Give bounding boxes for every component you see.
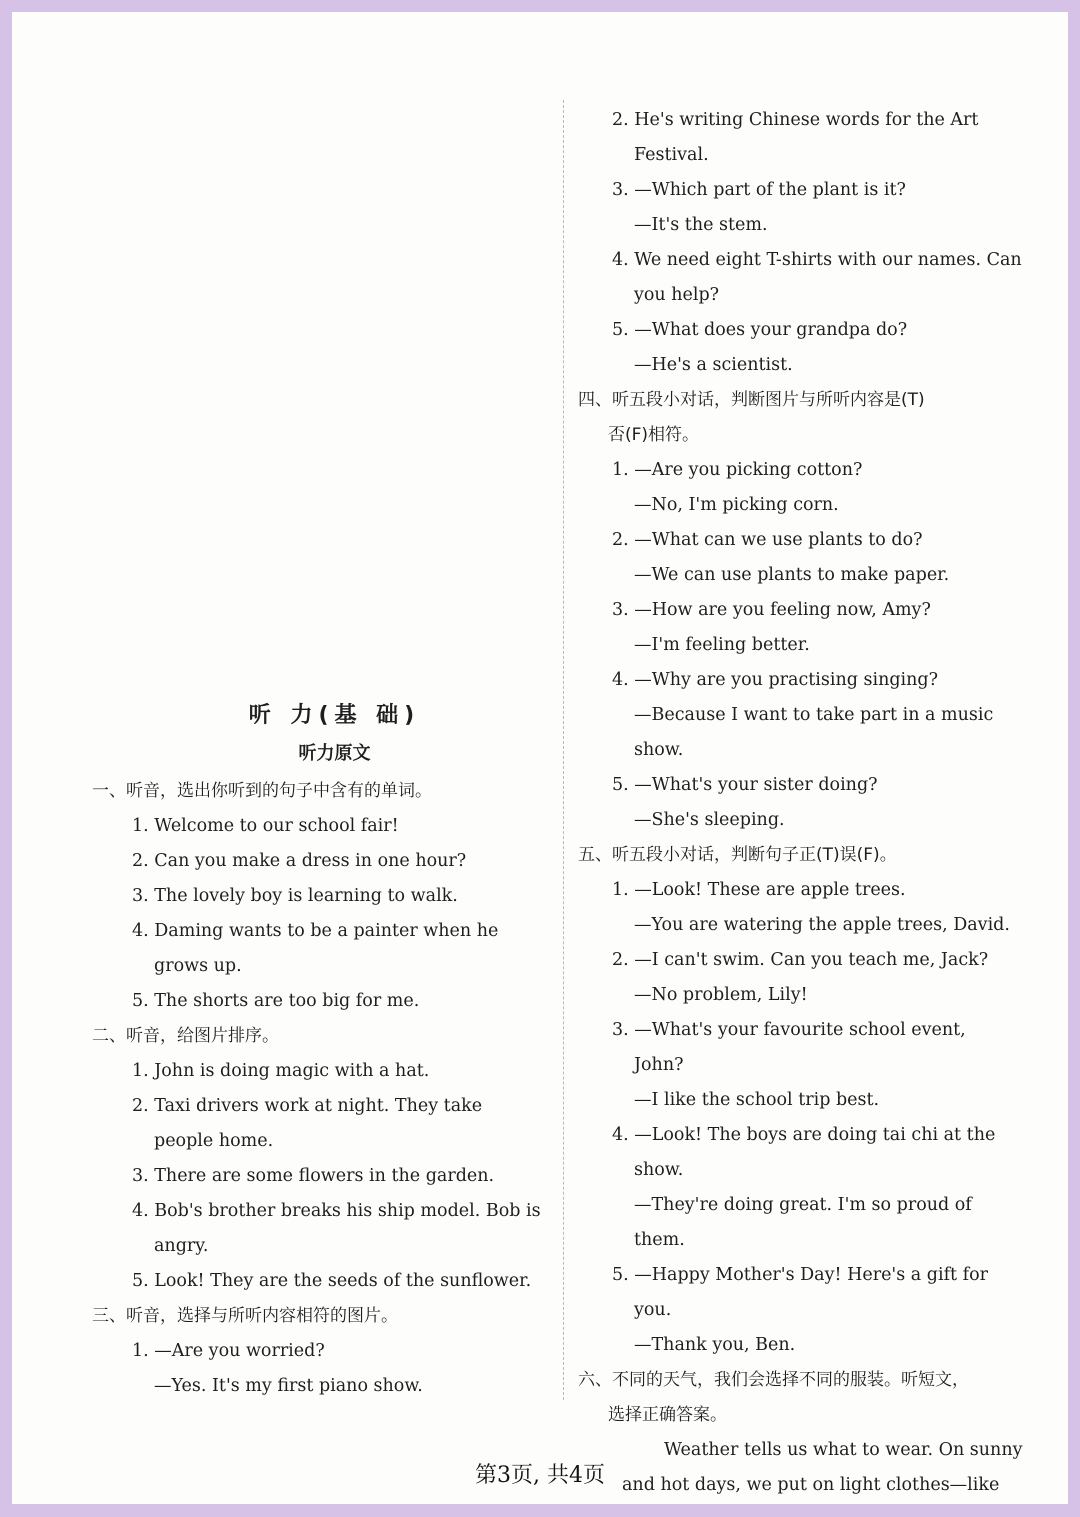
section-1 bbox=[92, 774, 557, 809]
section-1-items bbox=[92, 809, 557, 1019]
section-heading: 五、听五段小对话，判断句子正(T)误(F)。 bbox=[578, 845, 897, 865]
section-3 bbox=[92, 1299, 557, 1334]
item-line: 1. —Are you picking cotton? bbox=[612, 460, 863, 480]
list-item bbox=[578, 103, 1038, 173]
section-3-items-left bbox=[92, 1334, 557, 1404]
item-line: 2. Taxi drivers work at night. They take bbox=[132, 1096, 483, 1116]
item-continuation-line: —We can use plants to make paper. bbox=[634, 565, 950, 585]
list-item bbox=[92, 1159, 557, 1194]
item-line: 3. —What's your favourite school event, bbox=[612, 1020, 966, 1040]
item-continuation-line: —I like the school trip best. bbox=[634, 1090, 880, 1110]
column-divider bbox=[563, 100, 564, 1400]
list-item bbox=[92, 1054, 557, 1089]
item-line: 1. —Look! These are apple trees. bbox=[612, 880, 906, 900]
item-line: 2. He's writing Chinese words for the Art bbox=[612, 110, 979, 130]
item-line: 1. —Are you worried? bbox=[132, 1341, 325, 1361]
item-continuation-line: —Thank you, Ben. bbox=[634, 1335, 796, 1355]
list-item bbox=[92, 879, 557, 914]
item-line: 3. —Which part of the plant is it? bbox=[612, 180, 906, 200]
section-4 bbox=[578, 383, 1038, 453]
item-line: 5. The shorts are too big for me. bbox=[132, 991, 420, 1011]
item-line: 2. Can you make a dress in one hour? bbox=[132, 851, 467, 871]
item-continuation-line: —It's the stem. bbox=[634, 215, 768, 235]
item-line: 3. There are some flowers in the garden. bbox=[132, 1166, 495, 1186]
item-continuation-line: —I'm feeling better. bbox=[634, 635, 810, 655]
section-5-items bbox=[578, 873, 1038, 1363]
list-item bbox=[92, 809, 557, 844]
item-continuation-line: Festival. bbox=[634, 145, 709, 165]
page-title: 听 力(基 础) bbox=[248, 703, 421, 728]
item-continuation-line: —Because I want to take part in a music show. bbox=[634, 705, 994, 760]
list-item bbox=[578, 1013, 1038, 1118]
list-item bbox=[92, 1334, 557, 1404]
list-item bbox=[578, 453, 1038, 523]
list-item bbox=[578, 243, 1038, 313]
item-continuation-line: —Yes. It's my first piano show. bbox=[154, 1376, 423, 1396]
section-6 bbox=[578, 1363, 1038, 1433]
section-heading-line: 六、不同的天气，我们会选择不同的服装。听短文， bbox=[578, 1370, 969, 1390]
item-continuation-line: —No, I'm picking corn. bbox=[634, 495, 839, 515]
section-5 bbox=[578, 838, 1038, 873]
list-item bbox=[578, 663, 1038, 768]
list-item bbox=[578, 523, 1038, 593]
section-heading-line: 否(F)相符。 bbox=[608, 425, 700, 445]
section-heading: 二、听音，给图片排序。 bbox=[92, 1026, 279, 1046]
section-3-items-right bbox=[578, 103, 1038, 383]
item-line: 5. —What's your sister doing? bbox=[612, 775, 878, 795]
list-item bbox=[92, 1089, 557, 1159]
list-item bbox=[578, 873, 1038, 943]
item-line: 5. Look! They are the seeds of the sunflower. bbox=[132, 1271, 532, 1291]
item-continuation-line: grows up. bbox=[154, 956, 242, 976]
list-item bbox=[578, 173, 1038, 243]
item-line: 4. —Look! The boys are doing tai chi at the bbox=[612, 1125, 996, 1145]
item-continuation-line: people home. bbox=[154, 1131, 274, 1151]
item-continuation-line: John? bbox=[634, 1055, 684, 1075]
item-continuation-line: —She's sleeping. bbox=[634, 810, 785, 830]
list-item bbox=[92, 984, 557, 1019]
passage-line: and hot days, we put on light clothes—like bbox=[622, 1475, 1000, 1495]
item-line: 1. Welcome to our school fair! bbox=[132, 816, 399, 836]
list-item bbox=[92, 1194, 557, 1264]
right-column bbox=[578, 103, 1038, 1503]
item-continuation-line: you help? bbox=[634, 285, 720, 305]
item-continuation-line: —He's a scientist. bbox=[634, 355, 793, 375]
left-column bbox=[92, 696, 557, 1404]
item-line: 4. —Why are you practising singing? bbox=[612, 670, 938, 690]
section-2-items bbox=[92, 1054, 557, 1299]
item-continuation-line: them. bbox=[634, 1230, 685, 1250]
item-continuation-line: angry. bbox=[154, 1236, 209, 1256]
item-line: 5. —Happy Mother's Day! Here's a gift for bbox=[612, 1265, 989, 1285]
section-heading: 三、听音，选择与所听内容相符的图片。 bbox=[92, 1306, 398, 1326]
item-line: 2. —What can we use plants to do? bbox=[612, 530, 923, 550]
item-line: 3. —How are you feeling now, Amy? bbox=[612, 600, 931, 620]
item-continuation-line: —You are watering the apple trees, David. bbox=[634, 915, 1010, 935]
section-heading-line: 选择正确答案。 bbox=[608, 1405, 727, 1425]
section-2 bbox=[92, 1019, 557, 1054]
item-continuation-line: —No problem, Lily! bbox=[634, 985, 808, 1005]
list-item bbox=[92, 1264, 557, 1299]
item-continuation-line: —They're doing great. I'm so proud of bbox=[634, 1195, 972, 1215]
item-continuation-line: you. bbox=[634, 1300, 672, 1320]
item-line: 4. Bob's brother breaks his ship model. Bob is bbox=[132, 1201, 541, 1221]
list-item bbox=[578, 313, 1038, 383]
list-item bbox=[578, 1118, 1038, 1258]
list-item bbox=[578, 1258, 1038, 1363]
item-line: 3. The lovely boy is learning to walk. bbox=[132, 886, 458, 906]
item-line: 1. John is doing magic with a hat. bbox=[132, 1061, 430, 1081]
section-heading-line: 四、听五段小对话，判断图片与所听内容是(T) bbox=[578, 390, 925, 410]
list-item bbox=[92, 844, 557, 879]
item-line: 2. —I can't swim. Can you teach me, Jack? bbox=[612, 950, 989, 970]
section-heading: 一、听音，选出你听到的句子中含有的单词。 bbox=[92, 781, 432, 801]
list-item bbox=[578, 943, 1038, 1013]
document-page bbox=[12, 12, 1068, 1504]
page-subtitle: 听力原文 bbox=[298, 743, 371, 764]
item-continuation-line: show. bbox=[634, 1160, 684, 1180]
section-4-items bbox=[578, 453, 1038, 838]
list-item bbox=[578, 593, 1038, 663]
page-footer: 第3页, 共4页 bbox=[475, 1463, 605, 1488]
list-item bbox=[578, 768, 1038, 838]
passage-line: Weather tells us what to wear. On sunny bbox=[664, 1440, 1023, 1460]
item-line: 5. —What does your grandpa do? bbox=[612, 320, 908, 340]
item-line: 4. We need eight T-shirts with our names. Can bbox=[612, 250, 1022, 270]
list-item bbox=[92, 914, 557, 984]
item-line: 4. Daming wants to be a painter when he bbox=[132, 921, 499, 941]
